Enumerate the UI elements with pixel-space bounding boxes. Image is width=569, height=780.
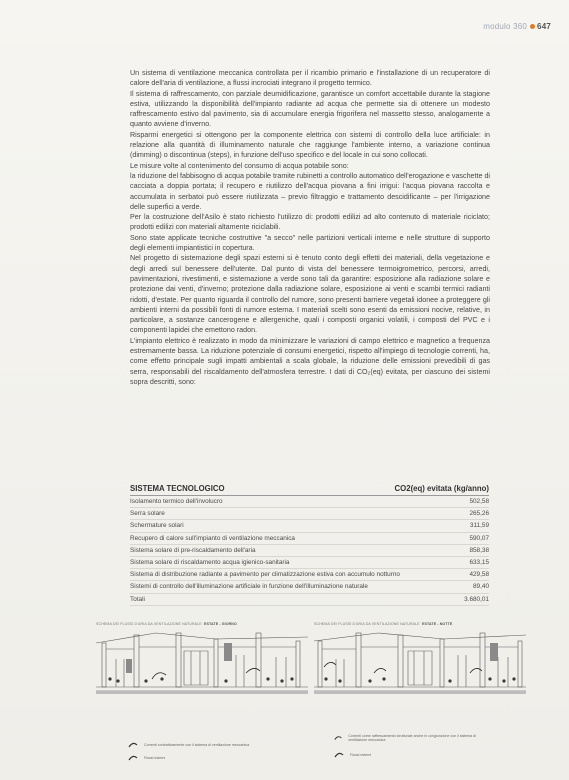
row-label: Serra solare — [130, 510, 165, 518]
row-label: Schermature solari — [130, 522, 184, 530]
row-label: Sistema di distribuzione radiante a pavimento per climatizzazione estiva con accumulo notturno — [130, 571, 400, 579]
row-label: Sistema solare di riscaldamento acqua igienico-sanitaria — [130, 558, 290, 566]
row-label: Sistemi di controllo dell'illuminazione artificiale in funzione dell'illuminazione naturale — [130, 583, 368, 591]
bullet-dot-icon — [530, 24, 535, 29]
diagram-caption-text: SCHEMA DEI FLUSSI D'ARIA DA VENTILAZIONE NATURALE — [96, 622, 202, 626]
table-row-total — [130, 594, 489, 606]
legend-text: Flussi esterni — [350, 753, 372, 757]
legend-left-1 — [128, 741, 249, 749]
legend-right-2 — [334, 751, 371, 759]
legend-text: Correnti contrattivamente con il sistema di ventilazione meccanica — [144, 743, 250, 747]
legend-left-2 — [128, 754, 165, 762]
row-value: 633,15 — [469, 558, 489, 566]
curved-arrow-icon — [334, 734, 342, 742]
curved-arrow-icon — [128, 741, 138, 749]
co2-table — [130, 484, 489, 606]
building-section-drawing — [314, 629, 526, 709]
body-text — [130, 68, 490, 387]
row-value: 502,58 — [469, 498, 489, 505]
table-row — [130, 496, 489, 508]
table-row — [130, 569, 489, 581]
row-value: 858,38 — [469, 546, 489, 554]
table-row — [130, 581, 489, 593]
paragraph: la riduzione del fabbisogno di acqua potabile tramite rubinetti a controllo automatico dell'erogazione e vaschette di cacciata a doppia portata; il recupero e riutilizzo dell'acqua piovana a fini irrigui: l'acqua piovana raccolta e accumulata in serbatoi può essere riutilizzata – previo filtraggio e trattamento descidificante – per l'irrigazione delle superfici a verde. — [130, 171, 490, 211]
legend-text: Correnti come raffrescamento strutturale anche in congiunzione con il sistema di ventilazione meccanica — [348, 734, 476, 742]
legend-right-1 — [334, 734, 484, 742]
diagram-label: ESTATE - GIORNO — [203, 622, 237, 626]
paragraph: Risparmi energetici si ottengono per la componente elettrica con sistemi di controllo della luce artificiale: in relazione alla quantità di illuminamento naturale che raggiunge l'ambiente interno, a variazione continua (dimming) o discontinua (steps), in funzione dell'uso specifico e del locale in cui sono collocati. — [130, 130, 490, 160]
module-label: modulo 360 — [483, 22, 528, 31]
row-value: 89,40 — [473, 583, 489, 591]
page-number: 647 — [537, 22, 551, 31]
row-label: Sistema solare di pre-riscaldamento dell'aria — [130, 546, 256, 554]
row-value: 3.680,01 — [464, 595, 489, 603]
curved-arrow-icon — [334, 751, 344, 759]
column-header-co2: CO2(eq) evitata (kg/anno) — [394, 484, 489, 493]
airflow-diagram-night — [314, 622, 526, 712]
page-header — [483, 22, 551, 31]
row-value: 265,26 — [469, 510, 489, 518]
paragraph: L'impianto elettrico è realizzato in modo da minimizzare le variazioni di campo elettrico e magnetico a frequenza estremamente bassa. La riduzione potenziale di consumi energetici, rispetto all'impiego di tecnologie correnti, ha, come effetto principale sugli impatti ambientali a scala globale, la riduzione delle emissioni prevedibili di gas serra, responsabili del riscaldamento dell'atmosfera terrestre. I dati di CO₂(eq) evitata, per ciascuno dei sistemi sopra descritti, sono: — [130, 336, 490, 386]
legend-text: Flussi esterni — [144, 756, 166, 760]
paragraph: Un sistema di ventilazione meccanica controllata per il ricambio primario e l'installazione di un recuperatore di calore dell'aria di ventilazione, a flussi incrociati integrano il progetto termico. — [130, 69, 490, 88]
diagram-caption-text: SCHEMA DEI FLUSSI D'ARIA DA VENTILAZIONE NATURALE — [314, 622, 420, 626]
table-row — [130, 545, 489, 557]
row-label: Isolamento termico dell'involucro — [130, 498, 223, 505]
building-section-drawing — [96, 629, 308, 709]
diagram-label: ESTATE - NOTTE — [421, 622, 453, 626]
table-row — [130, 557, 489, 569]
row-label: Totali — [130, 595, 145, 603]
diagram-caption — [96, 622, 308, 626]
diagram-caption — [314, 622, 526, 626]
paragraph: Il sistema di raffrescamento, con parziale deumidificazione, garantisce un comfort accettabile durante la stagione estiva, utilizzando la disponibilità dell'impianto radiante ad acqua che permette sia di ottenere un modesto raffrescamento estivo dal pavimento, sia di accumulare energia frigorifera nel massetto stesso, analogamente a quanto avviene d'inverno. — [130, 89, 490, 129]
paragraph: Per la costruzione dell'Asilo è stato richiesto l'utilizzo di: prodotti edilizi ad alto contenuto di materiale riciclato; prodotti edilizi con materiali altamente riciclabili. — [130, 213, 490, 232]
table-header — [130, 484, 489, 496]
row-value: 311,59 — [469, 522, 489, 530]
row-value: 590,07 — [469, 534, 489, 542]
curved-arrow-icon — [128, 754, 138, 762]
paragraph: Sono state applicate tecniche costruttive "a secco" nelle partizioni verticali interne e nelle strutture di supporto degli elementi impiantistici in copertura. — [130, 233, 490, 253]
airflow-diagram-day — [96, 622, 308, 712]
paragraph: Nel progetto di sistemazione degli spazi esterni si è tenuto conto degli effetti dei materiali, della vegetazione e degli arredi sul benessere dell'utente. Dal punto di vista del benessere termoigrometrico, percorsi, arredi, pavimentazioni, rivestimenti, e sistemazione a verde sono tali da garantire: esposizione alla radiazione solare e protezione dai venti, d'inverno; protezione dalla radiazione solare, esposizione ai venti e scambi termici radianti ridotti, d'estate. Per quanto riguarda il controllo del rumore, sono presenti barriere vegetali idonee a proteggere gli ambienti interni da possibili fonti di rumore esterna. I materiali scelti sono esenti da emissioni nocive, relative, in particolare, a sostanze cancerogene e allergeniche, quali i composti organici volatili, i composti del PVC e i componenti lapidei che emettono radon. — [130, 254, 490, 335]
table-row — [130, 508, 489, 520]
column-header-system: SISTEMA TECNOLOGICO — [130, 484, 225, 493]
table-row — [130, 520, 489, 532]
row-label: Recupero di calore sull'impianto di ventilazione meccanica — [130, 534, 295, 542]
row-value: 429,58 — [469, 571, 489, 579]
paragraph: Le misure volte al contenimento del consumo di acqua potabile sono: — [130, 161, 349, 170]
table-row — [130, 533, 489, 545]
